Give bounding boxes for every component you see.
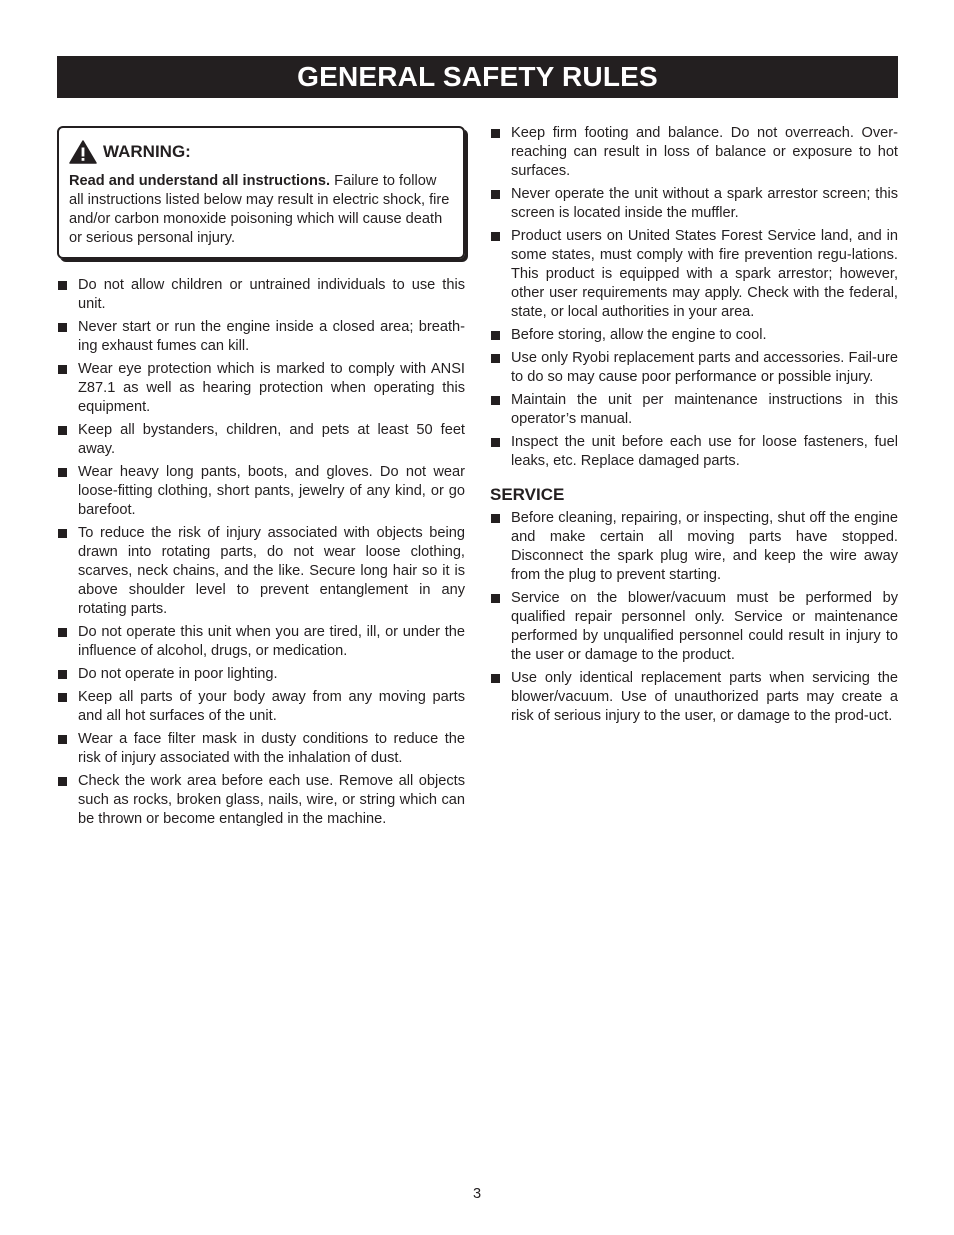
list-item — [57, 360, 465, 417]
list-item — [490, 589, 898, 665]
square-bullet-icon — [491, 331, 500, 340]
list-item-text: To reduce the risk of injury associated with objects being drawn into rotating parts, do not wear loose clothing, scarves, neck chains, and the like. Secure long hair so it is above shoulder level to prevent entanglement in any rotating parts. — [78, 525, 465, 617]
list-item-text: Do not operate this unit when you are tired, ill, or under the influence of alcohol, drugs, or medication. — [78, 624, 465, 659]
list-item-text: Never operate the unit without a spark arrestor screen; this screen is located inside the muffler. — [511, 186, 898, 221]
list-item — [57, 276, 465, 314]
square-bullet-icon — [491, 354, 500, 363]
square-bullet-icon — [491, 129, 500, 138]
list-item — [490, 669, 898, 726]
left-column — [57, 126, 465, 833]
list-item-text: Wear a face filter mask in dusty conditions to reduce the risk of injury associated with the inhalation of dust. — [78, 731, 465, 766]
list-item — [490, 349, 898, 387]
right-column — [490, 124, 898, 730]
warning-heading: WARNING: — [103, 142, 191, 161]
square-bullet-icon — [491, 438, 500, 447]
square-bullet-icon — [58, 365, 67, 374]
list-item-text: Check the work area before each use. Remove all objects such as rocks, broken glass, nails, wire, or string which can be thrown or become entangled in the machine. — [78, 773, 465, 827]
square-bullet-icon — [58, 468, 67, 477]
list-item-text: Use only identical replacement parts when servicing the blower/vacuum. Use of unauthorized parts may create a risk of serious injury to the user, or damage to the prod-uct. — [511, 670, 898, 724]
page-title: GENERAL SAFETY RULES — [297, 61, 658, 92]
list-item — [57, 772, 465, 829]
list-item — [57, 730, 465, 768]
square-bullet-icon — [58, 735, 67, 744]
list-item — [490, 227, 898, 322]
square-bullet-icon — [491, 514, 500, 523]
list-item — [57, 688, 465, 726]
page-number: 3 — [472, 1186, 482, 1202]
square-bullet-icon — [58, 426, 67, 435]
square-bullet-icon — [58, 777, 67, 786]
list-item — [490, 433, 898, 471]
list-item-text: Keep all bystanders, children, and pets at least 50 feet away. — [78, 422, 465, 457]
square-bullet-icon — [491, 232, 500, 241]
list-item-text: Never start or run the engine inside a closed area; breath-ing exhaust fumes can kill. — [78, 319, 465, 354]
service-rules-list — [490, 509, 898, 726]
list-item-text: Product users on United States Forest Service land, and in some states, must comply with fire prevention regu-lations. This product is equipped with a spark arrestor; however, other user requirements may apply. Check with the federal, state, or local authorities in your area. — [511, 228, 898, 320]
square-bullet-icon — [58, 628, 67, 637]
right-rules-list — [490, 124, 898, 471]
square-bullet-icon — [58, 693, 67, 702]
list-item-text: Do not operate in poor lighting. — [78, 666, 278, 682]
list-item-text: Do not allow children or untrained individuals to use this unit. — [78, 277, 465, 312]
list-item — [490, 124, 898, 181]
list-item — [490, 326, 898, 345]
warning-text — [69, 172, 453, 248]
list-item-text: Wear heavy long pants, boots, and gloves. Do not wear loose-fitting clothing, short pants, jewelry of any kind, or go barefoot. — [78, 464, 465, 518]
list-item — [490, 509, 898, 585]
square-bullet-icon — [58, 529, 67, 538]
list-item-text: Wear eye protection which is marked to comply with ANSI Z87.1 as well as hearing protection when operating this equipment. — [78, 361, 465, 415]
list-item-text: Maintain the unit per maintenance instructions in this operator’s manual. — [511, 392, 898, 427]
warning-lead: Read and understand all instructions. — [69, 173, 331, 189]
service-heading: SERVICE — [490, 485, 565, 504]
list-item — [57, 665, 465, 684]
warning-triangle-icon — [69, 140, 97, 164]
title-bar — [57, 56, 898, 98]
warning-header — [69, 140, 453, 164]
square-bullet-icon — [491, 674, 500, 683]
list-item — [490, 185, 898, 223]
list-item — [57, 524, 465, 619]
list-item-text: Keep firm footing and balance. Do not overreach. Over-reaching can result in loss of balance or exposure to hot surfaces. — [511, 125, 898, 179]
list-item-text: Keep all parts of your body away from any moving parts and all hot surfaces of the unit. — [78, 689, 465, 724]
list-item-text: Before cleaning, repairing, or inspecting, shut off the engine and make certain all moving parts have stopped. Disconnect the spark plug wire, and keep the wire away from the plug to prevent starting. — [511, 510, 898, 583]
square-bullet-icon — [58, 281, 67, 290]
square-bullet-icon — [491, 396, 500, 405]
left-rules-list — [57, 276, 465, 829]
list-item-text: Use only Ryobi replacement parts and accessories. Fail-ure to do so may cause poor performance or possible injury. — [511, 350, 898, 385]
list-item-text: Service on the blower/vacuum must be performed by qualified repair personnel only. Service or maintenance performed by unqualified personnel could result in injury to the user or damage to the product. — [511, 590, 898, 663]
list-item-text: Inspect the unit before each use for loose fasteners, fuel leaks, etc. Replace damaged parts. — [511, 434, 898, 469]
list-item — [57, 623, 465, 661]
square-bullet-icon — [58, 670, 67, 679]
square-bullet-icon — [491, 594, 500, 603]
list-item — [490, 391, 898, 429]
square-bullet-icon — [58, 323, 67, 332]
list-item — [57, 421, 465, 459]
warning-body: Failure to follow all instructions listed below may result in electric shock, fire and/or carbon monoxide poisoning which will cause death or serious personal injury. — [69, 173, 450, 246]
warning-box — [57, 126, 465, 259]
list-item — [57, 463, 465, 520]
list-item-text: Before storing, allow the engine to cool. — [511, 327, 767, 343]
list-item — [57, 318, 465, 356]
square-bullet-icon — [491, 190, 500, 199]
